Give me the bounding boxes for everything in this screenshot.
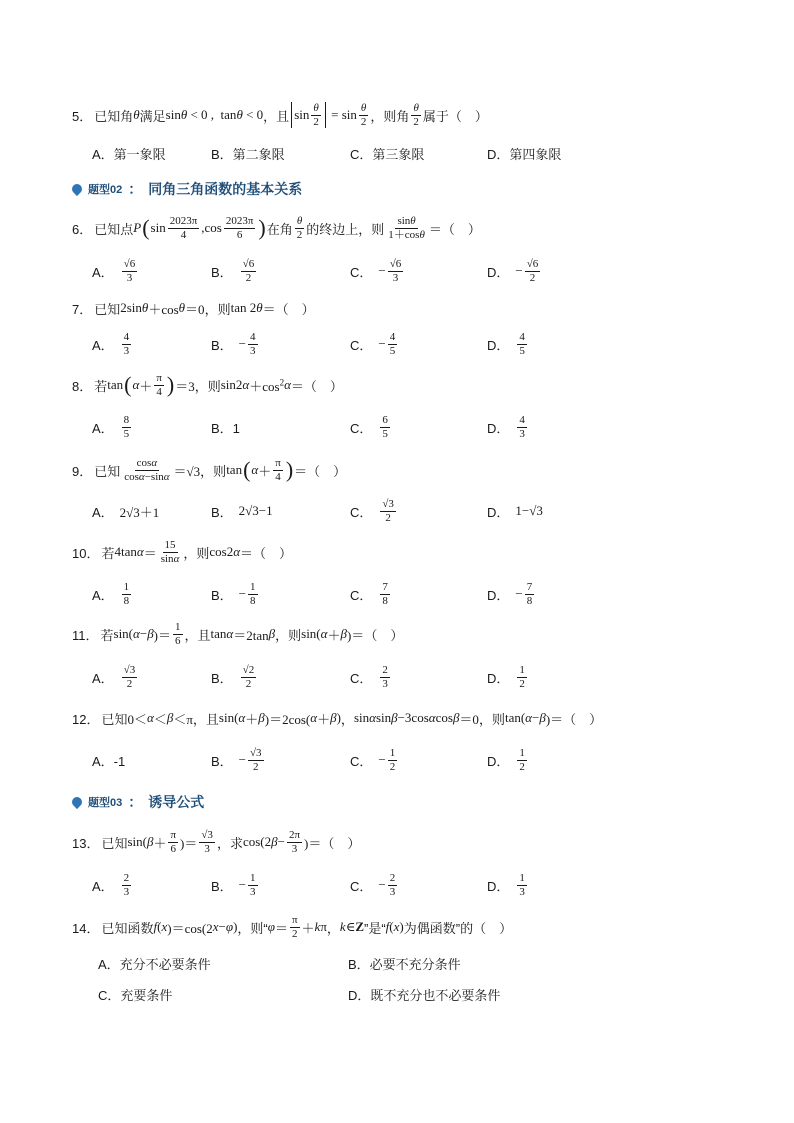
- option-d[interactable]: D． − $\frac{√6}{2}$: [487, 257, 539, 284]
- option-c[interactable]: C． − $\frac{2}{3}$: [350, 871, 396, 898]
- option-b[interactable]: B． − $\frac{√3}{2}$: [211, 746, 262, 773]
- option-a[interactable]: A． $\frac{1}{8}$: [92, 580, 130, 607]
- option-d[interactable]: D． − $\frac{7}{8}$: [487, 580, 533, 607]
- option-a[interactable]: A． 2√3＋1: [92, 504, 160, 520]
- question-13-options: [0, 870, 794, 900]
- question-12: 12． 已知 0＜ α ＜ β ＜π ，且 sin( α ＋ β )＝2cos( α ＋ β ) ， sin α sin β −3cos α cos β ＝0 ，则 tan( α − β )＝ （ ）: [72, 710, 603, 727]
- option-b[interactable]: B． − $\frac{1}{8}$: [211, 580, 256, 607]
- option-a[interactable]: A． $\frac{√6}{3}$: [92, 257, 136, 284]
- option-a[interactable]: A．第一象限: [92, 146, 166, 162]
- location-pin-icon: [70, 795, 84, 809]
- question-8-options: [0, 412, 794, 442]
- question-9: 9． 已知 $\frac{\cos\alpha}{\cos\alpha-\sin\alpha}$ ＝√3 ，则 tan ( α ＋ $\frac{\pi}{4}$ ) ＝ （ ）: [72, 456, 347, 483]
- question-6-options: [0, 256, 794, 286]
- option-a[interactable]: A． $\frac{√3}{2}$: [92, 663, 136, 690]
- question-14-options-row2: [0, 979, 794, 1009]
- option-c[interactable]: C． − $\frac{4}{5}$: [350, 330, 396, 357]
- option-c[interactable]: C． − $\frac{√6}{3}$: [350, 257, 402, 284]
- location-pin-icon: [70, 182, 84, 196]
- option-a[interactable]: A．充分不必要条件: [98, 956, 211, 972]
- option-b[interactable]: B．必要不充分条件: [348, 956, 461, 972]
- question-10: 10． 若 4tan α ＝ $\frac{15}{\sin\alpha}$ ，则 cos2 α ＝ （ ）: [72, 538, 293, 565]
- question-5-options: [0, 138, 794, 168]
- option-c[interactable]: C． − $\frac{1}{2}$: [350, 746, 396, 773]
- question-14-options-row1: [0, 948, 794, 978]
- option-d[interactable]: D． $\frac{4}{5}$: [487, 330, 525, 357]
- option-c[interactable]: C． $\frac{7}{8}$: [350, 580, 388, 607]
- question-number: 5．: [72, 108, 93, 124]
- option-d[interactable]: D．第四象限: [487, 146, 562, 162]
- section-title: 诱导公式: [148, 794, 205, 810]
- option-c[interactable]: C． $\frac{√3}{2}$: [350, 497, 394, 524]
- question-8: 8． 若 tan ( α ＋ $\frac{\pi}{4}$ ) ＝3 ，则 sin2 α $+\cos^2$ α ＝ （ ）: [72, 371, 343, 398]
- option-c[interactable]: C．充要条件: [98, 987, 173, 1003]
- option-b[interactable]: B．第二象限: [211, 146, 285, 162]
- option-a[interactable]: A． $\frac{4}{3}$: [92, 330, 130, 357]
- question-7: 7． 已知 2sin θ ＋cos θ ＝0 ，则 tan 2 θ ＝ （ ）: [72, 300, 315, 317]
- option-a[interactable]: A． $\frac{8}{5}$: [92, 413, 130, 440]
- section-header: 题型03 ： 诱导公式: [72, 790, 204, 814]
- option-d[interactable]: D． 1−√3: [487, 503, 543, 520]
- option-c[interactable]: C． $\frac{6}{5}$: [350, 413, 388, 440]
- option-a[interactable]: A．-1: [92, 753, 126, 769]
- question-11: 11． 若 sin( α − β )＝ $\frac{1}{6}$ ，且 tan α ＝2tan β ，则 sin( α ＋ β )＝ （ ）: [72, 620, 404, 647]
- question-9-options: [0, 496, 794, 526]
- section-header: 题型02 ： 同角三角函数的基本关系: [72, 177, 302, 201]
- question-7-options: [0, 329, 794, 359]
- question-11-options: [0, 662, 794, 692]
- option-b[interactable]: B． − $\frac{1}{3}$: [211, 871, 256, 898]
- option-b[interactable]: B． $\frac{√2}{2}$: [211, 663, 255, 690]
- option-c[interactable]: C．第三象限: [350, 146, 425, 162]
- question-5: 5． 已知角 θ 满足 sin θ < 0 , tan θ < 0 ，且 sin $\frac{\theta}{2}$ = sin $\frac{\theta}{2}$ ，则角 $\frac{\theta}{2}$ 属于（ ）: [72, 101, 488, 128]
- option-b[interactable]: B． − $\frac{4}{3}$: [211, 330, 256, 357]
- option-a[interactable]: A． $\frac{2}{3}$: [92, 871, 130, 898]
- question-12-options: [0, 745, 794, 775]
- option-d[interactable]: D． $\frac{1}{3}$: [487, 871, 525, 898]
- question-6: 6． 已知点 P ( sin $\frac{2023\pi}{4}$ ,cos $\frac{2023\pi}{6}$ ) 在角 $\frac{\theta}{2}$ 的终边上，则 $\frac{\sin\theta}{1+\cos\theta}$ ＝（ ）: [72, 214, 481, 241]
- option-b[interactable]: B． 2√3−1: [211, 503, 273, 520]
- option-d[interactable]: D．既不充分也不必要条件: [348, 987, 501, 1003]
- option-c[interactable]: C． $\frac{2}{3}$: [350, 663, 388, 690]
- option-d[interactable]: D． $\frac{4}{3}$: [487, 413, 525, 440]
- question-14: 14． 已知函数 f ( x )＝cos(2 x − φ ) ，则“ φ ＝ $\frac{\pi}{2}$ ＋ k π ， k ∈ Z ”是“ f ( x ) 为偶函数”的（ ）: [72, 913, 513, 940]
- option-b[interactable]: B．1: [211, 420, 240, 436]
- section-title: 同角三角函数的基本关系: [148, 181, 303, 197]
- question-10-options: [0, 579, 794, 609]
- option-d[interactable]: D． $\frac{1}{2}$: [487, 663, 525, 690]
- option-b[interactable]: B． $\frac{√6}{2}$: [211, 257, 255, 284]
- question-13: 13． 已知 sin( β ＋ $\frac{\pi}{6}$ )＝ $\frac{√3}{3}$ ，求 cos(2 β − $\frac{2\pi}{3}$ )＝ （ ）: [72, 828, 361, 855]
- option-d[interactable]: D． $\frac{1}{2}$: [487, 746, 525, 773]
